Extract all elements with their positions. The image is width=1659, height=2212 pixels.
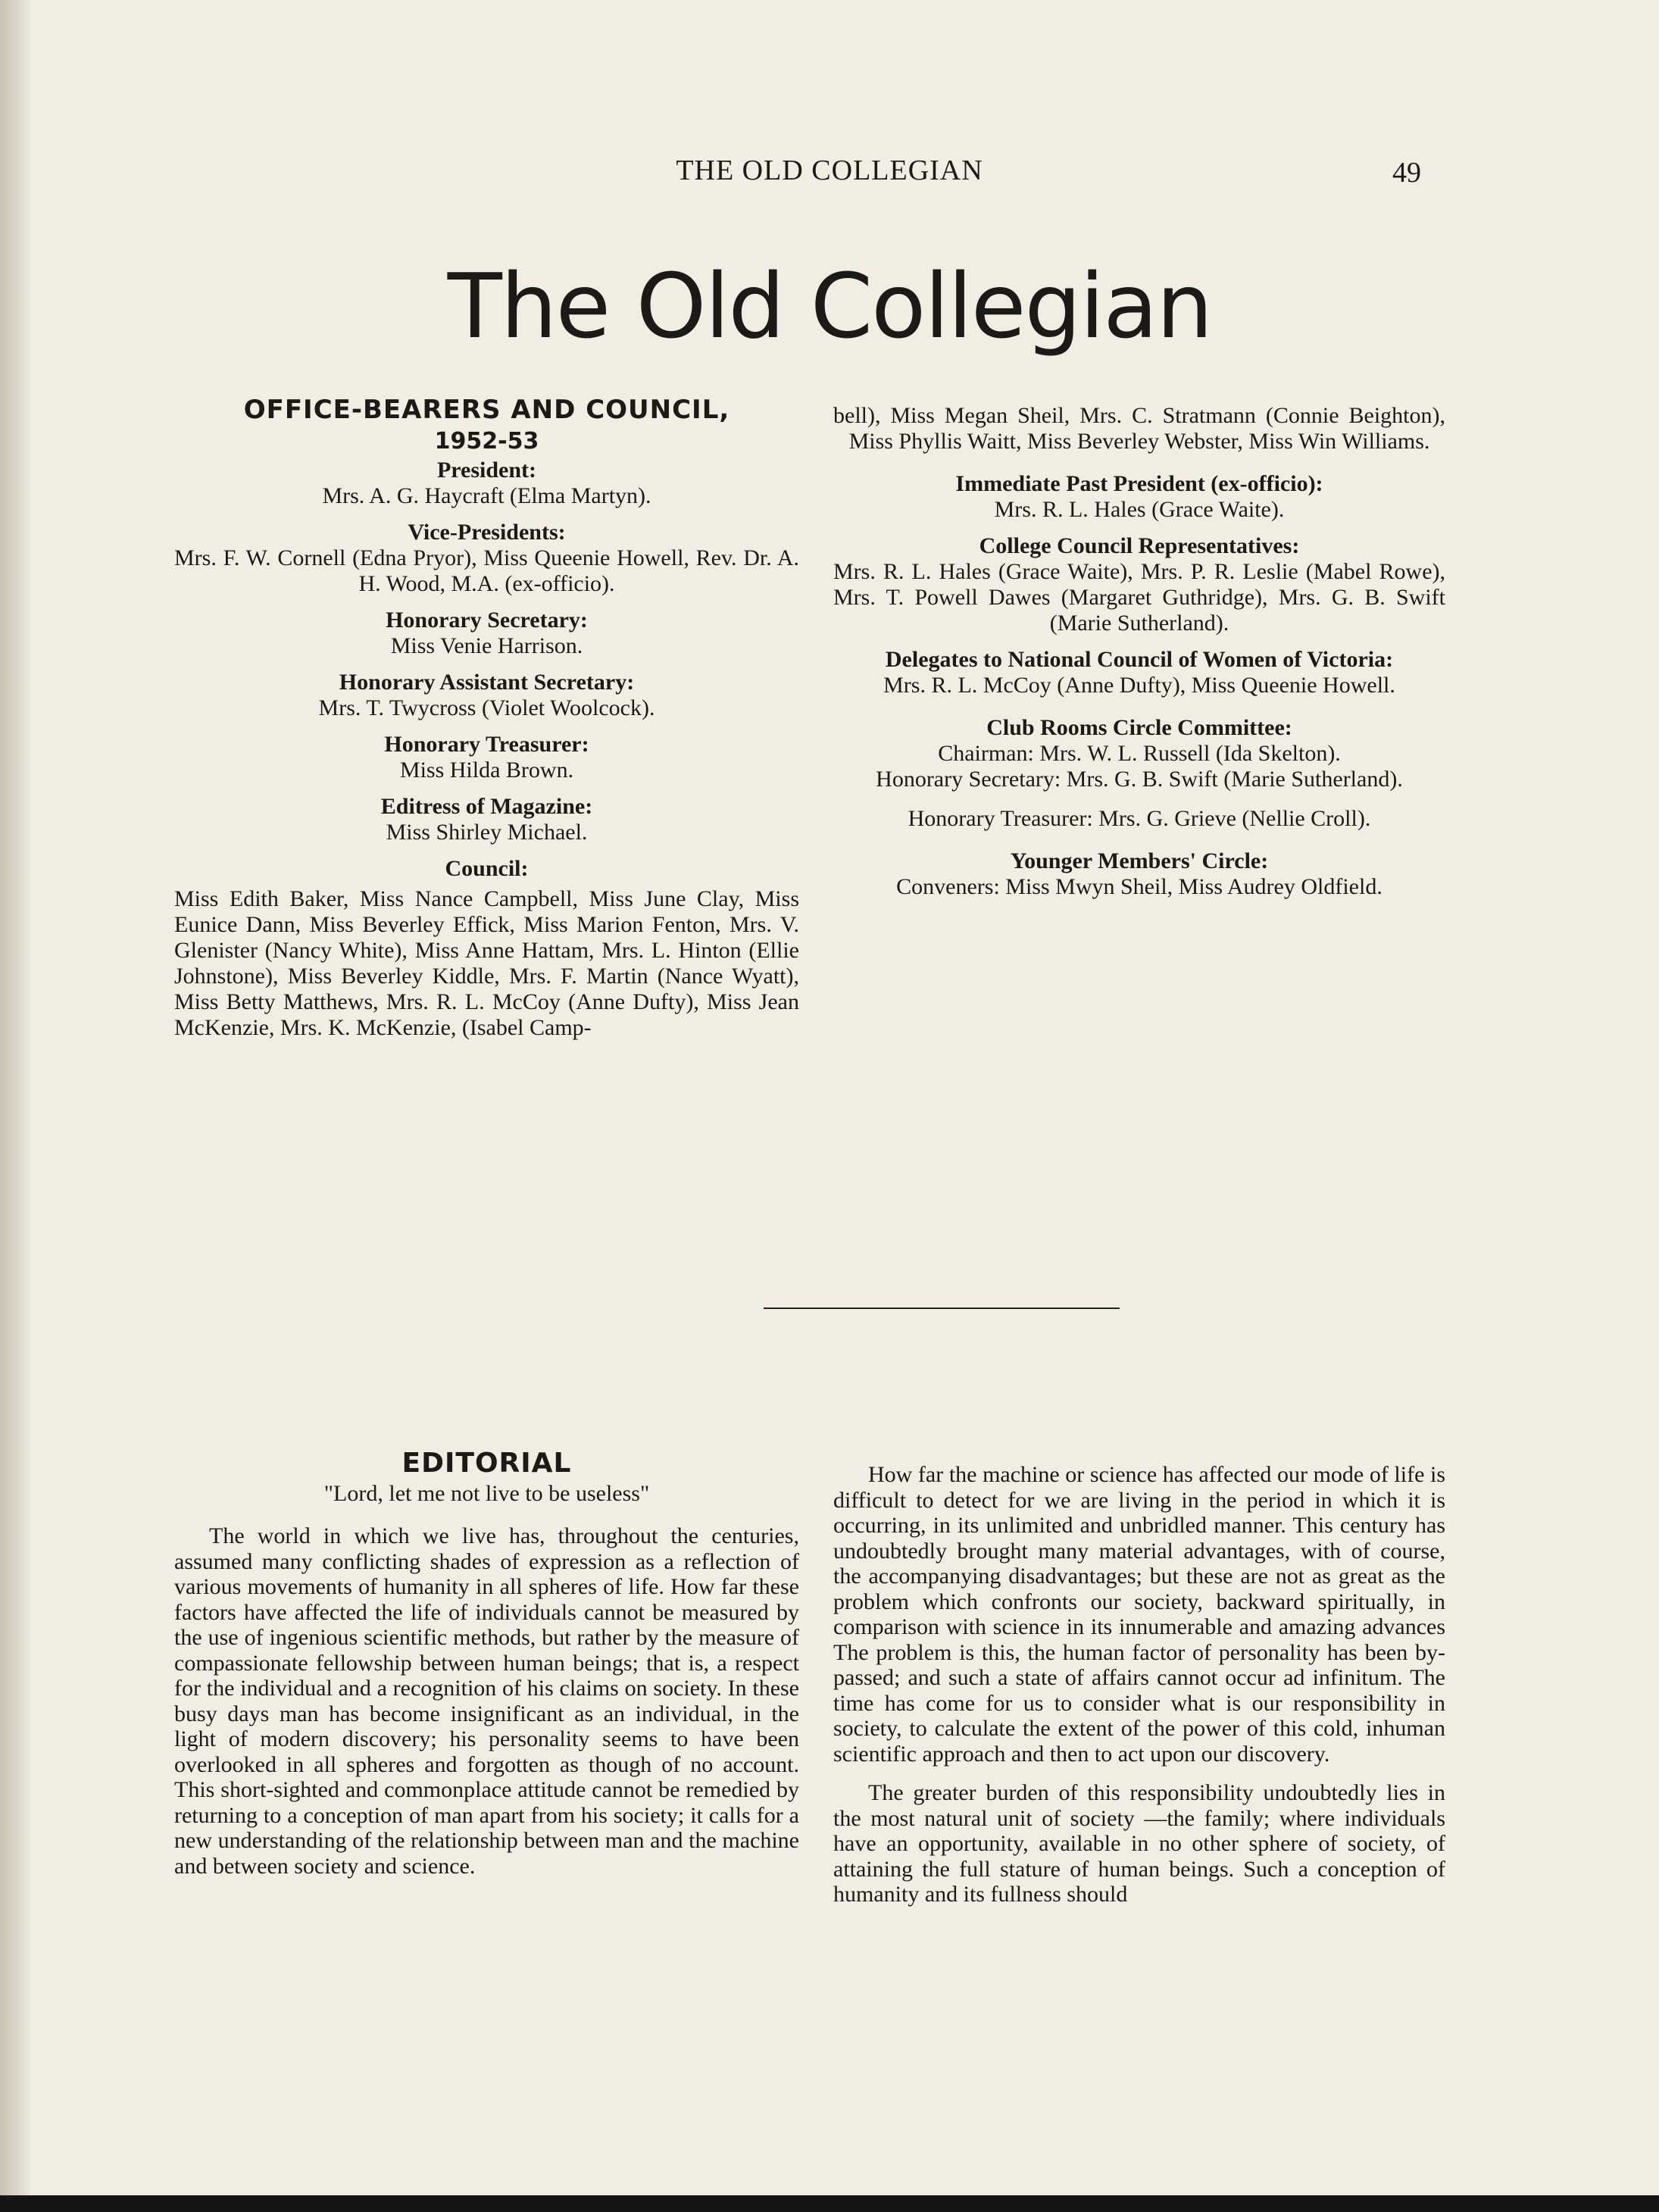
delegates-names: Mrs. R. L. McCoy (Anne Dufty), Miss Queenie Howell. xyxy=(883,673,1395,698)
assistant-secretary-title: Honorary Assistant Secretary: xyxy=(339,670,635,695)
club-rooms-secretary: Honorary Secretary: Mrs. G. B. Swift (Marie Sutherland). xyxy=(876,767,1403,792)
editorial-paragraph-2: How far the machine or science has affected our mode of life is difficult to detect for we are living in the period in which it is occurring, in its unlimited and unbridled manner. This century has undoubtedly brought many material advantages, with of course, the accompanying disadvantages; but these are not as great as the problem which confronts our society, backward spiritually, in comparison with science in its innumerable and amazing advances The problem is this, the human factor of personality has been by-passed; and such a state of affairs cannot occur ad infinitum. The time has come for us to consider what is our responsibility in society, to calculate the extent of the power of this cold, inhuman scientific approach and then to act upon our discovery. xyxy=(833,1462,1445,1767)
younger-members-title: Younger Members' Circle: xyxy=(1010,848,1269,873)
delegates-title: Delegates to National Council of Women of Victoria: xyxy=(885,647,1394,672)
editorial-quote: "Lord, let me not live to be useless" xyxy=(323,1481,650,1506)
page-number: 49 xyxy=(1392,157,1421,189)
president-title: President: xyxy=(436,458,537,483)
younger-members-conveners: Conveners: Miss Mwyn Sheil, Miss Audrey Oldfield. xyxy=(896,874,1382,899)
council-title: Council: xyxy=(445,856,529,881)
editorial-paragraph-1: The world in which we live has, throughout the centuries, assumed many conflicting shades of expression as a reflection of various movements of humanity in all spheres of life. How far these factors have affected the life of individuals cannot be measured by the use of ingenious scientific methods, but rather by the measure of compassionate fellowship between human beings; that is, a respect for the individual and a recognition of his claims on society. In these busy days man has become insignificant as an individual, in the light of modern discovery; his personality seems to have been overlooked in all spheres and forgotten as though of no account. This short-sighted and commonplace attitude cannot be remedied by returning to a conception of man apart from his society; it calls for a new understanding of the relationship between man and the machine and between society and science. xyxy=(174,1523,799,1879)
club-rooms-chairman: Chairman: Mrs. W. L. Russell (Ida Skelton). xyxy=(938,741,1341,766)
college-council-names: Mrs. R. L. Hales (Grace Waite), Mrs. P. R. Leslie (Mabel Rowe), Mrs. T. Powell Dawes (Margaret Guthridge), Mrs. G. B. Swift (Marie Sutherland). xyxy=(833,559,1445,636)
editorial-right-column xyxy=(833,1462,1445,1921)
office-bearers-heading: OFFICE-BEARERS AND COUNCIL, xyxy=(243,395,730,425)
council-members-left: Miss Edith Baker, Miss Nance Campbell, Miss June Clay, Miss Eunice Dann, Miss Beverley Effick, Miss Marion Fenton, Mrs. V. Glenister (Nancy White), Miss Anne Hattam, Mrs. L. Hinton (Ellie Johnstone), Miss Beverley Kiddle, Mrs. F. Martin (Nance Wyatt), Miss Betty Matthews, Mrs. R. L. McCoy (Anne Dufty), Miss Jean McKenzie, Mrs. K. McKenzie, (Isabel Camp- xyxy=(174,886,799,1040)
office-bearers-right-column xyxy=(833,403,1445,900)
section-divider xyxy=(764,1308,1120,1309)
editorial-left-column xyxy=(174,1448,799,1892)
editress-name: Miss Shirley Michael. xyxy=(386,820,588,845)
president-name: Mrs. A. G. Haycraft (Elma Martyn). xyxy=(322,483,651,508)
office-year: 1952-53 xyxy=(434,428,539,455)
vice-presidents-names: Mrs. F. W. Cornell (Edna Pryor), Miss Queenie Howell, Rev. Dr. A. H. Wood, M.A. (ex-officio). xyxy=(174,545,799,596)
past-president-name: Mrs. R. L. Hales (Grace Waite). xyxy=(994,497,1285,522)
college-council-title: College Council Representatives: xyxy=(979,533,1300,558)
editress-title: Editress of Magazine: xyxy=(380,794,593,819)
treasurer-name: Miss Hilda Brown. xyxy=(399,758,574,783)
scan-bottom-band xyxy=(0,2195,1659,2212)
secretary-name: Miss Venie Harrison. xyxy=(390,633,583,658)
assistant-secretary-name: Mrs. T. Twycross (Violet Woolcock). xyxy=(318,695,655,720)
editorial-paragraph-3: The greater burden of this responsibility undoubtedly lies in the most natural unit of society —the family; where individuals have an opportunity, available in no other sphere of society, of attaining the full stature of human beings. Such a conception of humanity and its fullness should xyxy=(833,1780,1445,1907)
editorial-heading: EDITORIAL xyxy=(401,1448,572,1479)
office-bearers-left-column xyxy=(174,397,799,1041)
masthead-title: The Old Collegian xyxy=(447,254,1212,358)
club-rooms-treasurer: Honorary Treasurer: Mrs. G. Grieve (Nellie Croll). xyxy=(908,806,1371,831)
council-members-right: bell), Miss Megan Sheil, Mrs. C. Stratmann (Connie Beighton), Miss Phyllis Waitt, Miss Beverley Webster, Miss Win Williams. xyxy=(833,403,1445,454)
vice-presidents-title: Vice-Presidents: xyxy=(408,520,566,545)
running-head: THE OLD COLLEGIAN xyxy=(676,155,983,186)
treasurer-title: Honorary Treasurer: xyxy=(384,732,589,757)
past-president-title: Immediate Past President (ex-officio): xyxy=(955,471,1323,496)
secretary-title: Honorary Secretary: xyxy=(386,608,588,633)
club-rooms-title: Club Rooms Circle Committee: xyxy=(986,715,1292,740)
